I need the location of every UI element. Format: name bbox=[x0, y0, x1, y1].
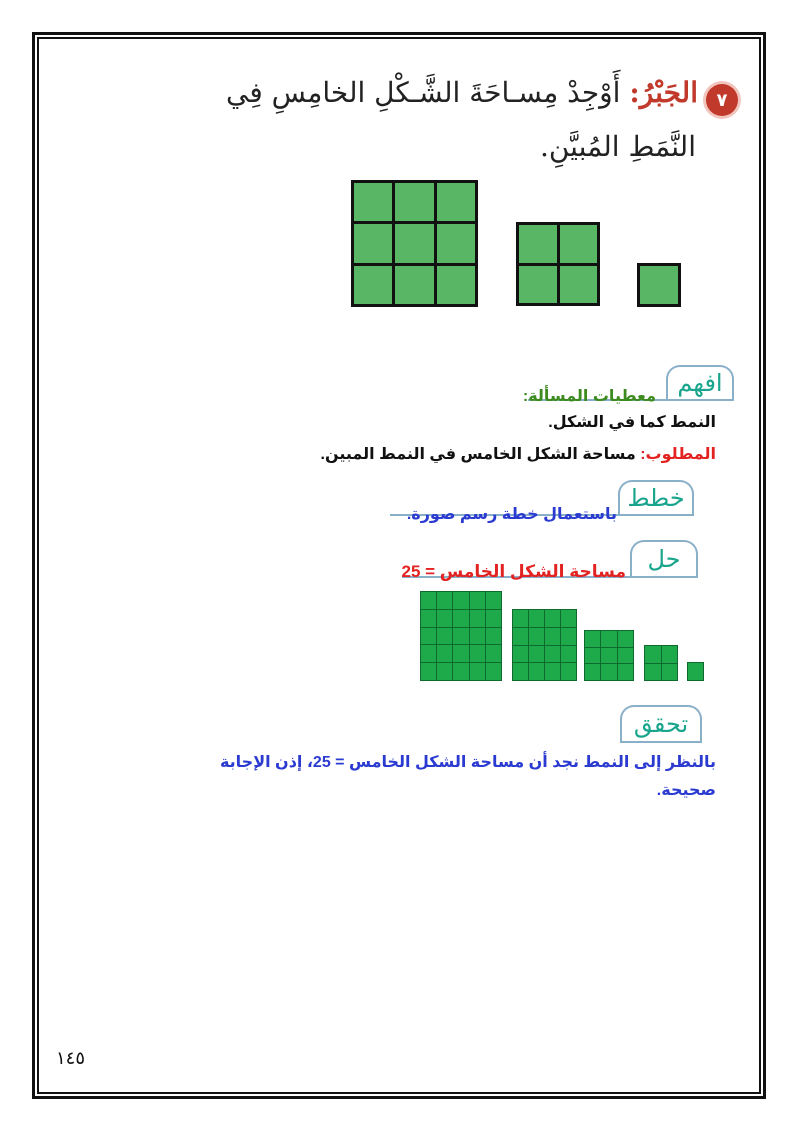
question-line-1 bbox=[226, 76, 698, 109]
solve-text: مساحة الشكل الخامس = 25 bbox=[401, 562, 626, 581]
understand-tab: افهم bbox=[666, 365, 734, 399]
question-line-2: النَّمَطِ المُبيَّنِ. bbox=[539, 130, 696, 163]
check-tab-base bbox=[620, 741, 702, 743]
question-keyword: الجَبْرُ: bbox=[629, 76, 698, 109]
question-number-badge: ٧ bbox=[706, 84, 738, 116]
pattern-shape-1x1 bbox=[637, 263, 681, 307]
question-text-1: أَوْجِدْ مِسـاحَةَ الشَّـكْلِ الخامِسِ فِي bbox=[226, 76, 621, 109]
givens-text: النمط كما في الشكل. bbox=[548, 414, 716, 431]
solution-shape-1x1 bbox=[687, 662, 704, 681]
check-text-line-1: بالنظر إلى النمط نجد أن مساحة الشكل الخامس = 25، إذن الإجابة bbox=[219, 754, 716, 771]
solution-shape-4x4 bbox=[512, 609, 577, 681]
givens-label: معطيات المسألة: bbox=[522, 388, 656, 405]
solve-tab: حل bbox=[630, 540, 698, 576]
solution-shape-5x5 bbox=[420, 591, 502, 681]
check-text-line-2: صحيحة. bbox=[656, 782, 716, 799]
required-line bbox=[321, 444, 716, 464]
pattern-shape-2x2 bbox=[516, 222, 600, 306]
check-tab: تحقق bbox=[620, 705, 702, 741]
solution-shape-2x2 bbox=[644, 645, 678, 681]
page-number: ١٤٥ bbox=[56, 1048, 86, 1069]
plan-text: باستعمال خطة رسم صورة. bbox=[406, 506, 617, 523]
required-text: مساحة الشكل الخامس في النمط المبين. bbox=[320, 446, 636, 463]
required-label: المطلوب: bbox=[640, 446, 716, 463]
solution-shape-3x3 bbox=[584, 630, 634, 681]
pattern-shape-3x3 bbox=[351, 180, 478, 307]
plan-tab: خطط bbox=[618, 480, 694, 514]
